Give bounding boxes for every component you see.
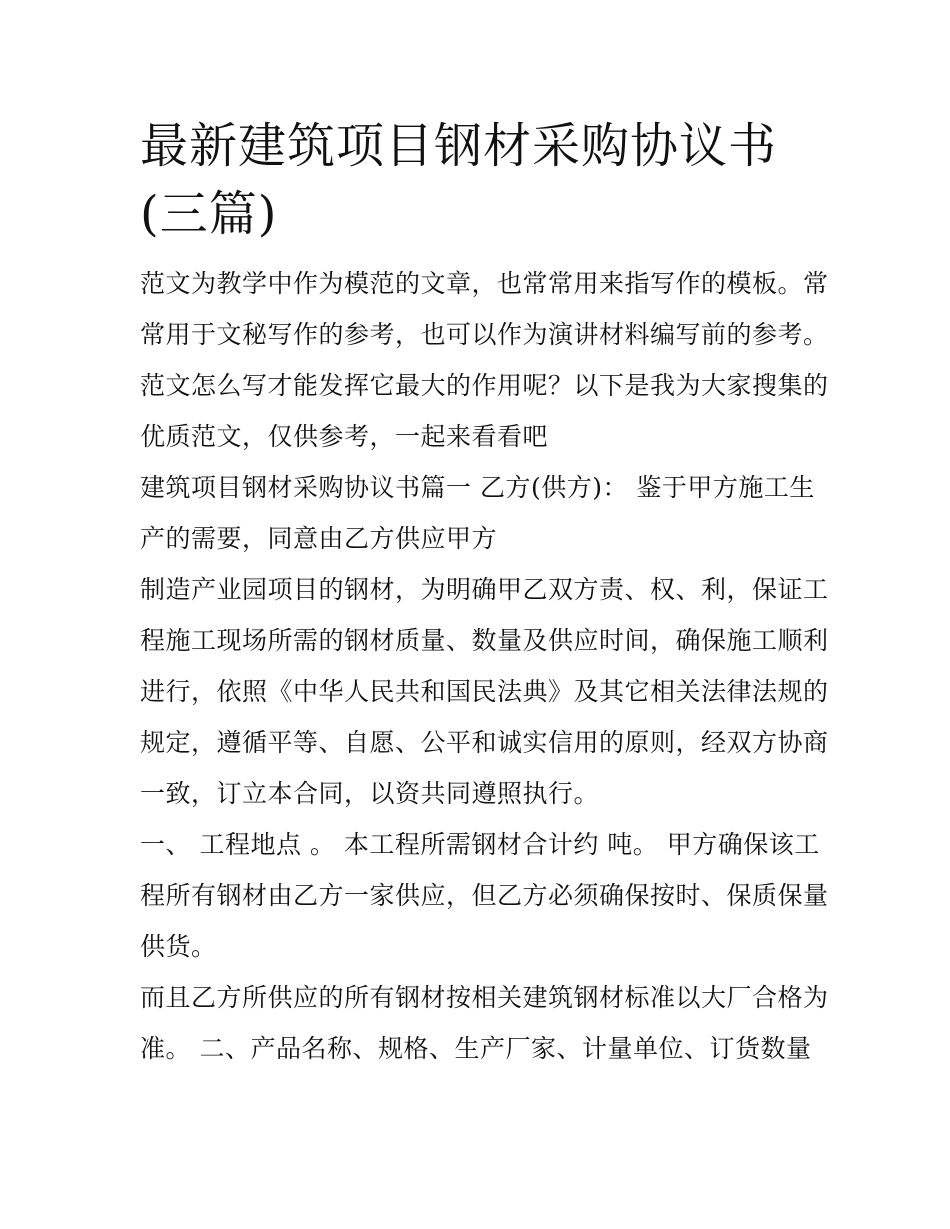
text-line: 一致，订立本合同，以资共同遵照执行。 <box>140 779 600 808</box>
text-line: 规定，遵循平等、自愿、公平和诚实信用的原则，经双方协商 <box>140 728 829 757</box>
text-line: 范文怎么写才能发挥它最大的作用呢？以下是我为大家搜集的 <box>140 371 829 400</box>
text-line: 一、 工程地点 。 本工程所需钢材合计约 吨。 甲方确保该工 <box>140 830 820 859</box>
document-content <box>140 112 829 1074</box>
title-line: (三篇) <box>140 186 278 242</box>
text-line: 优质范文，仅供参考，一起来看看吧 <box>140 422 549 451</box>
title-line: 最新建筑项目钢材采购协议书 <box>140 118 778 174</box>
text-line: 供货。 <box>140 932 217 961</box>
text-line: 制造产业园项目的钢材，为明确甲乙双方责、权、利，保证工 <box>140 575 829 604</box>
text-line: 程所有钢材由乙方一家供应，但乙方必须确保按时、保质保量 <box>140 881 829 910</box>
text-line: 而且乙方所供应的所有钢材按相关建筑钢材标准以大厂合格为 <box>140 983 829 1012</box>
purpose-paragraph <box>140 564 829 819</box>
text-line: 程施工现场所需的钢材质量、数量及供应时间，确保施工顺利 <box>140 626 829 655</box>
clause-one-paragraph <box>140 819 829 972</box>
intro-paragraph <box>140 258 829 462</box>
section-one-heading-paragraph <box>140 462 820 564</box>
text-line: 产的需要，同意由乙方供应甲方 <box>140 524 498 553</box>
document-title <box>140 112 820 248</box>
text-line: 进行，依照《中华人民共和国民法典》及其它相关法律法规的 <box>140 677 829 706</box>
standards-paragraph <box>140 972 829 1074</box>
text-line: 范文为教学中作为模范的文章，也常常用来指写作的模板。常 <box>140 269 829 298</box>
text-line: 建筑项目钢材采购协议书篇一 乙方(供方)： 鉴于甲方施工生 <box>140 473 815 502</box>
text-line: 准。 二、产品名称、规格、生产厂家、计量单位、订货数量 <box>140 1034 812 1063</box>
text-line: 常用于文秘写作的参考，也可以作为演讲材料编写前的参考。 <box>140 320 829 349</box>
